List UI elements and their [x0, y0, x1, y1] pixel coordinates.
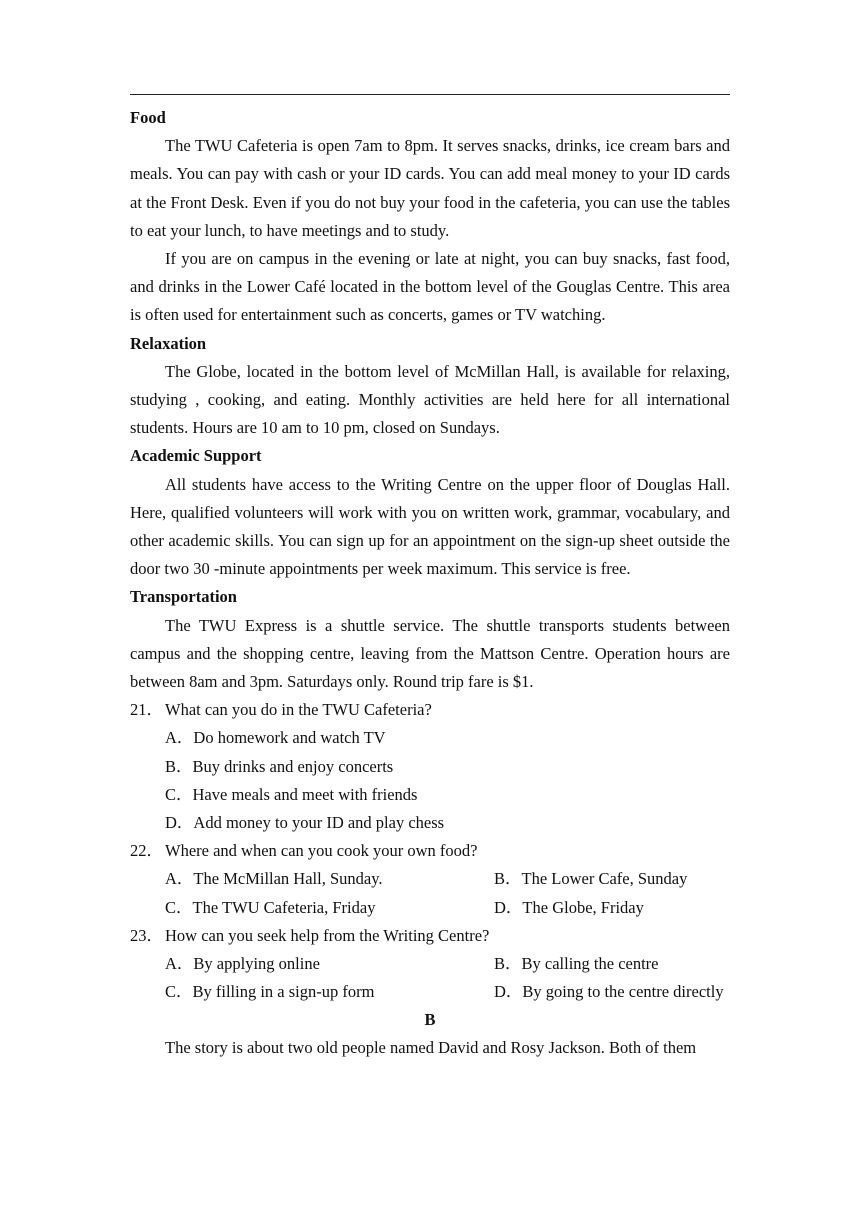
- options-row-22-cd: [130, 894, 730, 922]
- section-heading-academic-support: Academic Support: [130, 446, 262, 466]
- option-22-b: B．The Lower Cafe, Sunday: [494, 869, 688, 889]
- part-b-heading: B: [424, 1010, 436, 1030]
- section-heading-food: Food: [130, 108, 166, 127]
- options-row-23-cd: [130, 978, 730, 1006]
- transportation-paragraph: The TWU Express is a shuttle service. The shuttle transports students between campus and the shopping centre, leaving from the Mattson Centre. Operation hours are between 8am and 3pm. Saturdays only. Round trip fare is $1.: [130, 615, 730, 691]
- options-row-23-ab: [130, 950, 730, 978]
- document-body: [130, 104, 730, 1063]
- option-22-d: D．The Globe, Friday: [494, 897, 644, 917]
- section-heading-transportation: Transportation: [130, 587, 237, 607]
- option-21-c: C．Have meals and meet with friends: [165, 784, 418, 804]
- question-number: 21．: [130, 700, 163, 720]
- section-heading-relaxation: Relaxation: [130, 333, 207, 353]
- header-rule: [130, 94, 730, 95]
- part-b-paragraph: The story is about two old people named David and Rosy Jackson. Both of them: [165, 1038, 697, 1058]
- option-23-b: B．By calling the centre: [494, 953, 659, 973]
- food-paragraph-2: If you are on campus in the evening or late at night, you can buy snacks, fast food, and drinks in the Lower Café located in the bottom level of the Gouglas Centre. This area is often used for entertainment such as concerts, games or TV watching.: [130, 249, 730, 325]
- option-21-a: A．Do homework and watch TV: [165, 728, 386, 748]
- question-23: [130, 922, 730, 950]
- question-text: How can you seek help from the Writing Centre?: [165, 925, 490, 945]
- option-21-b: B．Buy drinks and enjoy concerts: [165, 756, 394, 776]
- option-21-d: D．Add money to your ID and play chess: [165, 812, 445, 832]
- question-22: [130, 837, 730, 865]
- question-21: [130, 696, 730, 724]
- option-22-a: A．The McMillan Hall, Sunday.: [165, 869, 383, 889]
- option-23-d: D．By going to the centre directly: [494, 982, 724, 1002]
- option-22-c: C．The TWU Cafeteria, Friday: [165, 897, 376, 917]
- relaxation-paragraph: The Globe, located in the bottom level of McMillan Hall, is available for relaxing, studying , cooking, and eating. Monthly activities are held here for all international students. Hours are 10 am to 10 pm, closed on Sundays.: [130, 361, 730, 438]
- question-text: What can you do in the TWU Cafeteria?: [165, 700, 432, 720]
- question-number: 23．: [130, 925, 163, 945]
- options-row-22-ab: [130, 865, 730, 893]
- question-text: Where and when can you cook your own food?: [165, 841, 478, 861]
- option-23-c: C．By filling in a sign-up form: [165, 982, 375, 1002]
- option-23-a: A．By applying online: [165, 953, 320, 973]
- academic-paragraph: All students have access to the Writing Centre on the upper floor of Douglas Hall. Here, qualified volunteers will work with you on written work, grammar, vocabulary, and other academic skills. You can sign up for an appointment on the sign-up sheet outside the door two 30 -minute appointments per week maximum. This service is free.: [130, 474, 730, 579]
- food-paragraph-1: The TWU Cafeteria is open 7am to 8pm. It serves snacks, drinks, ice cream bars and meals. You can pay with cash or your ID cards. You can add meal money to your ID cards at the Front Desk. Even if you do not buy your food in the cafeteria, you can use the tables to eat your lunch, to have meetings and to study.: [130, 136, 730, 240]
- question-number: 22．: [130, 841, 163, 861]
